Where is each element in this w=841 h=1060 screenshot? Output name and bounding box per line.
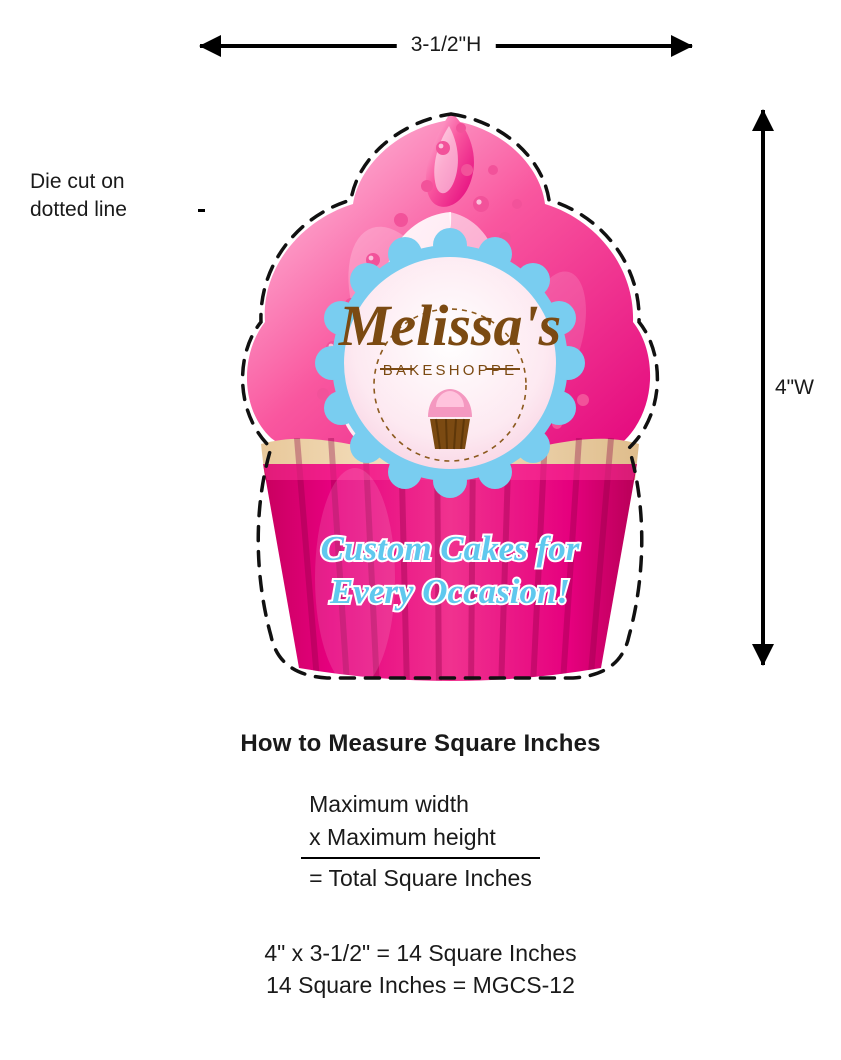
die-cut-callout-line2: dotted line <box>30 198 127 221</box>
arrow-head-right-icon <box>671 35 693 57</box>
cupcake-illustration <box>205 108 695 688</box>
tagline-line2: Every Occasion! <box>329 572 571 611</box>
measure-formula <box>301 788 540 895</box>
height-dimension-label: 4"W <box>773 366 816 410</box>
formula-line-1: Maximum width <box>309 791 469 817</box>
width-dimension-arrow <box>200 28 692 64</box>
die-cut-callout-text <box>30 168 205 224</box>
total-line-2: 14 Square Inches = MGCS-12 <box>266 972 575 998</box>
brand-name: Melissa's <box>338 293 562 358</box>
arrow-head-up-icon <box>752 109 774 131</box>
measure-instructions <box>0 730 841 1001</box>
cupcake-icon <box>428 389 472 449</box>
logo-badge <box>315 228 585 498</box>
total-line-1: 4" x 3-1/2" = 14 Square Inches <box>264 940 577 966</box>
dimension-line <box>761 110 765 665</box>
arrow-head-down-icon <box>752 644 774 666</box>
formula-line-2: x Maximum height <box>309 824 496 850</box>
die-cut-callout-line1: Die cut on <box>30 170 125 193</box>
arrow-head-left-icon <box>199 35 221 57</box>
formula-divider <box>301 857 540 859</box>
height-dimension-arrow <box>745 110 814 665</box>
sticker-artwork <box>205 108 695 688</box>
tagline-line1: Custom Cakes for <box>320 529 580 568</box>
measure-totals <box>0 937 841 1001</box>
brand-subtitle: BAKESHOPPE <box>382 362 518 379</box>
formula-line-3: = Total Square Inches <box>309 865 532 891</box>
width-dimension-label: 3-1/2"H <box>397 28 496 62</box>
measure-title: How to Measure Square Inches <box>240 730 601 757</box>
